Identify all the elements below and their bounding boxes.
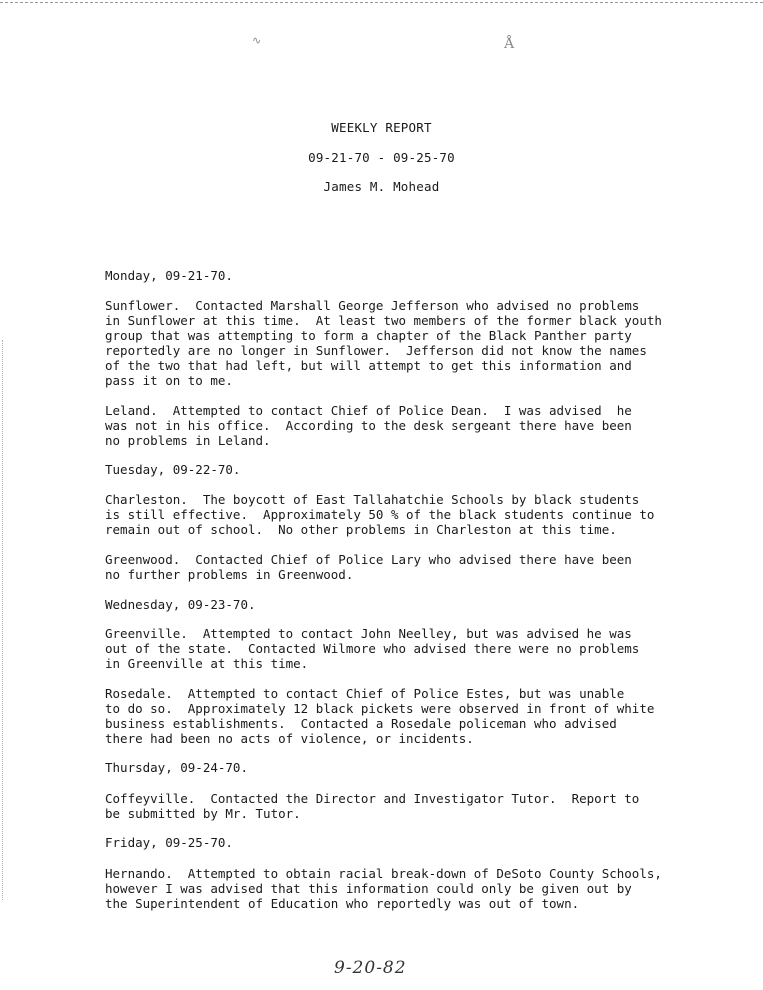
entry-paragraph-greenville: Greenville. Attempted to contact John Neelley, but was advised he was out of the state. Contacted Wilmore who advised there were no problems in Greenville at this time. — [105, 626, 640, 671]
report-author: James M. Mohead — [323, 179, 440, 194]
handwritten-code: 9-20-82 — [334, 958, 407, 978]
page-top-edge — [0, 2, 763, 3]
scan-mark-left: ∿ — [252, 34, 262, 47]
entry-date-tuesday: Tuesday, 09-22-70. — [105, 462, 241, 477]
report-title: WEEKLY REPORT — [331, 120, 432, 135]
entry-paragraph-rosedale: Rosedale. Attempted to contact Chief of Police Estes, but was unable to do so. Approximately 12 black pickets were observed in front of white business establishments. Contacted a Rosedale policeman who advised there had been no acts of violence, or incidents. — [105, 686, 655, 746]
report-date-range: 09-21-70 - 09-25-70 — [308, 150, 455, 165]
entry-paragraph-coffeyville: Coffeyville. Contacted the Director and Investigator Tutor. Report to be submitted by Mr. Tutor. — [105, 791, 640, 821]
entry-date-thursday: Thursday, 09-24-70. — [105, 760, 248, 775]
entry-paragraph-greenwood: Greenwood. Contacted Chief of Police Lary who advised there have been no further problems in Greenwood. — [105, 552, 632, 582]
entry-paragraph-hernando: Hernando. Attempted to obtain racial break-down of DeSoto County Schools, however I was advised that this information could only be given out by the Superintendent of Education who reportedly was out of town. — [105, 866, 662, 911]
entry-paragraph-charleston: Charleston. The boycott of East Tallahatchie Schools by black students is still effective. Approximately 50 % of the black students continue to remain out of school. No other problems in Charleston at this time. — [105, 492, 655, 537]
entry-paragraph-sunflower: Sunflower. Contacted Marshall George Jefferson who advised no problems in Sunflower at this time. At least two members of the former black youth group that was attempting to form a chapter of the Black Panther party reportedly are no longer in Sunflower. Jefferson did not know the names of the two that had left, but will attempt to get this information and pass it on to me. — [105, 298, 662, 388]
entry-date-friday: Friday, 09-25-70. — [105, 835, 233, 850]
page-left-edge — [2, 340, 3, 900]
entry-date-wednesday: Wednesday, 09-23-70. — [105, 597, 256, 612]
scan-mark-right: Å — [504, 36, 515, 52]
entry-date-monday: Monday, 09-21-70. — [105, 268, 233, 283]
entry-paragraph-leland: Leland. Attempted to contact Chief of Police Dean. I was advised he was not in his office. According to the desk sergeant there have been no problems in Leland. — [105, 403, 632, 448]
